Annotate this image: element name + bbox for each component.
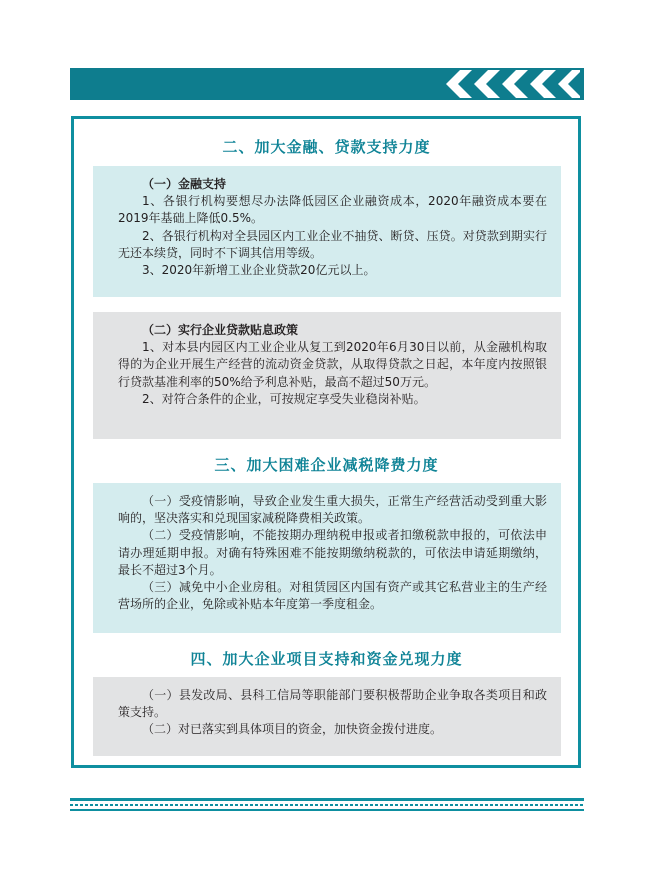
panel-loan-subsidy: [93, 312, 561, 439]
paragraph: 1、对本县内园区内工业企业从复工到2020年6月30日以前，从金融机构取得的为企业开展生产经营的流动资金贷款，从取得贷款之日起，本年度内按照银行贷款基准利率的50%给予利息补贴，最高不超过50万元。: [118, 340, 547, 389]
bottom-divider-thin: [70, 809, 584, 811]
bottom-dotted-divider: [70, 804, 584, 806]
paragraph: 2、对符合条件的企业，可按规定享受失业稳岗补贴。: [142, 391, 426, 406]
paragraph: 3、2020年新增工业企业贷款20亿元以上。: [142, 263, 376, 278]
panel-project-support: [93, 677, 561, 756]
paragraph: （三）减免中小企业房租。对租赁园区内国有资产或其它私营业主的生产经营场所的企业，免除或补贴本年度第一季度租金。: [118, 580, 547, 612]
paragraph: （二）受疫情影响，不能按期办理纳税申报或者扣缴税款申报的，可依法申请办理延期申报。对确有特殊困难不能按期缴纳税款的，可依法申请延期缴纳，最长不超过3个月。: [118, 528, 547, 577]
panel-subtitle: （一）金融支持: [142, 177, 227, 191]
section-heading-3: 三、加大困难企业减税降费力度: [214, 456, 439, 474]
bottom-divider: [70, 798, 584, 801]
paragraph: （二）对已落实到具体项目的资金，加快资金拨付进度。: [142, 722, 443, 737]
paragraph: （一）受疫情影响，导致企业发生重大损失，正常生产经营活动受到重大影响的，坚决落实和兑现国家减税降费相关政策。: [118, 494, 547, 526]
panel-tax-relief: [93, 483, 561, 633]
panel-finance-support: [93, 166, 561, 297]
paragraph: 1、各银行机构要想尽办法降低园区企业融资成本，2020年融资成本要在2019年基础上降低0.5%。: [118, 194, 547, 226]
header-banner: [70, 68, 584, 100]
paragraph: 2、各银行机构对全县园区内工业企业不抽贷、断贷、压贷。对贷款到期实行无还本续贷，同时不下调其信用等级。: [118, 228, 547, 260]
paragraph: （一）县发改局、县科工信局等职能部门要积极帮助企业争取各类项目和政策支持。: [118, 688, 547, 720]
chevron-arrows-icon: [430, 68, 580, 100]
panel-subtitle: （二）实行企业贷款贴息政策: [142, 323, 299, 337]
section-heading-2: 二、加大金融、贷款支持力度: [222, 138, 431, 156]
section-heading-4: 四、加大企业项目支持和资金兑现力度: [190, 650, 463, 668]
